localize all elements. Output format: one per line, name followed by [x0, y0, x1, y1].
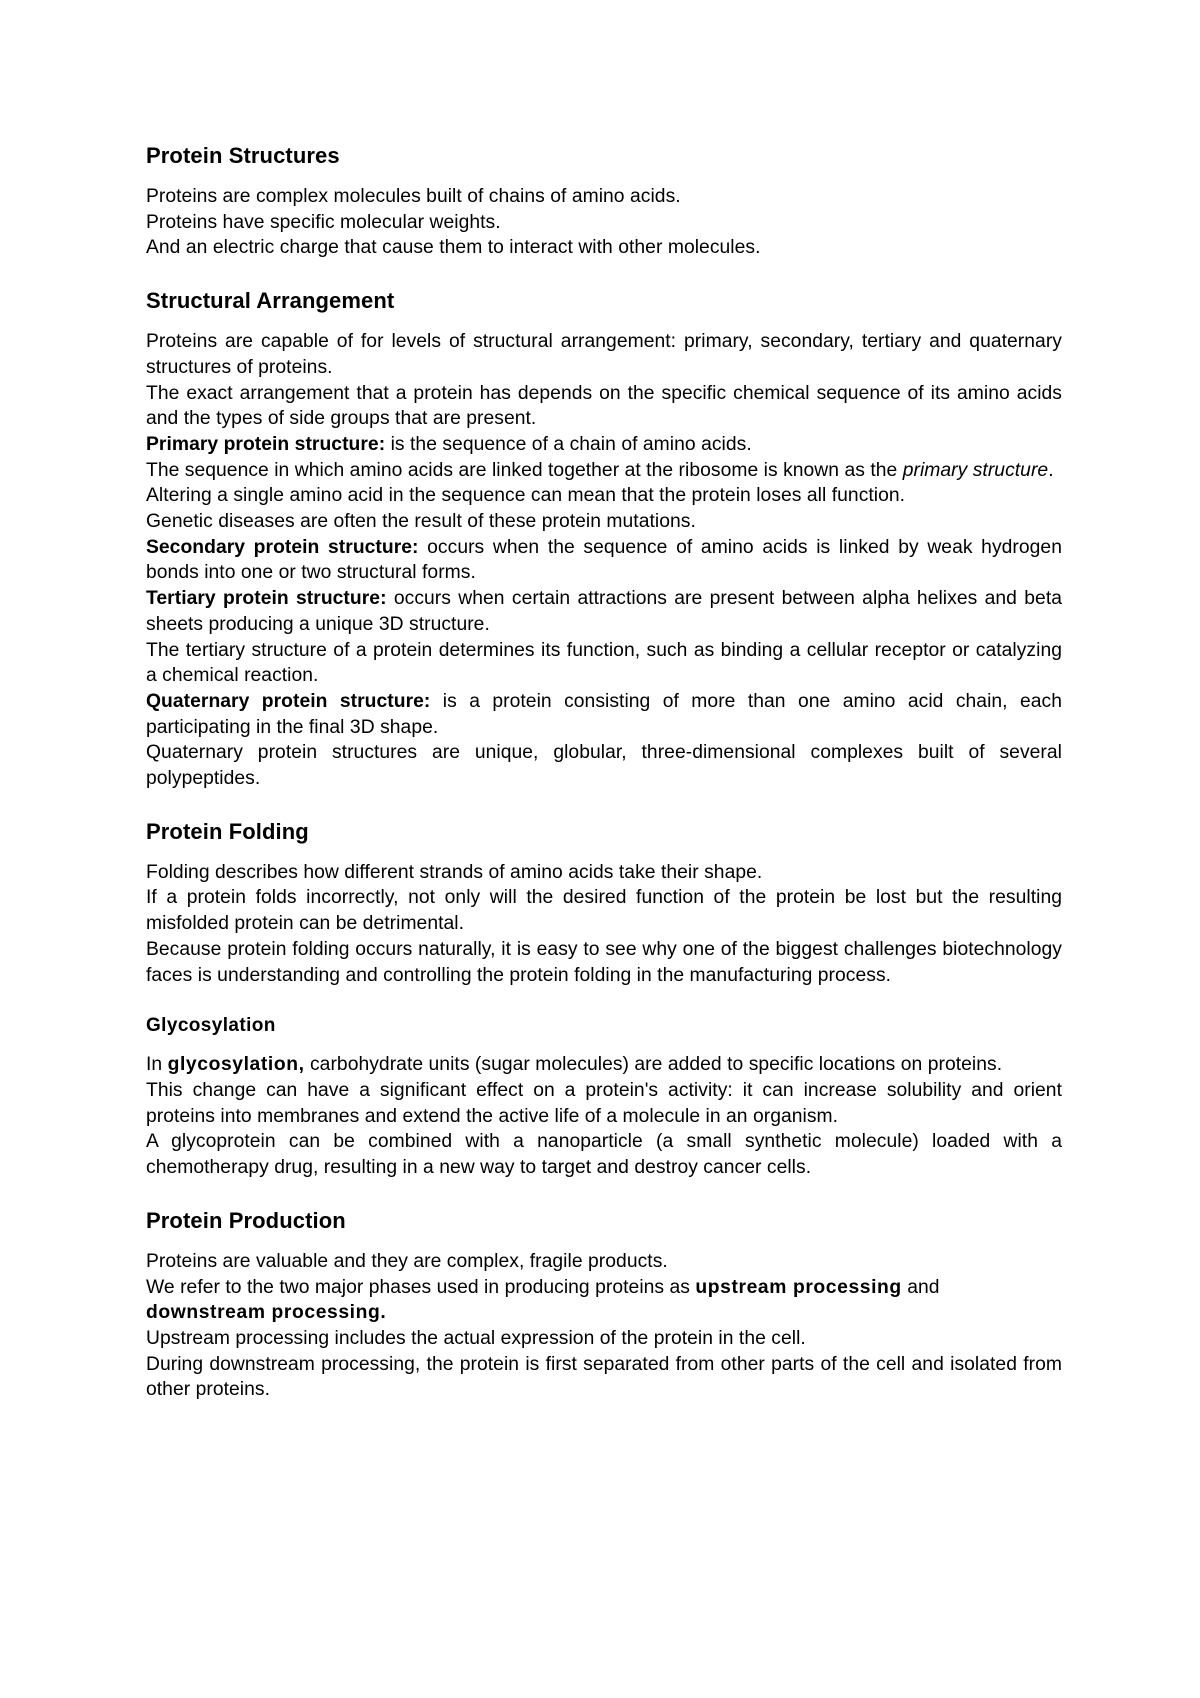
- paragraph-text: and: [901, 1276, 940, 1298]
- document-page: [146, 140, 1062, 1403]
- paragraph: Proteins are complex molecules built of chains of amino acids.: [146, 186, 681, 207]
- paragraph-quaternary-structure: [146, 689, 1062, 740]
- heading-protein-structures: Protein Structures: [146, 143, 340, 168]
- term-tertiary-protein-structure: Tertiary protein structure:: [146, 588, 387, 610]
- paragraph: Upstream processing includes the actual expression of the protein in the cell.: [146, 1327, 806, 1349]
- definition-text: is a protein consisting of more than one amino acid chain, each participating in the final 3D shape.: [146, 690, 1062, 738]
- punctuation: .: [1048, 459, 1054, 481]
- paragraph: Genetic diseases are often the result of these protein mutations.: [146, 511, 696, 533]
- heading-glycosylation: Glycosylation: [146, 1015, 276, 1037]
- paragraph: If a protein folds incorrectly, not only will the desired function of the protein be lost but the resulting misfolded protein can be detrimental.: [146, 887, 1062, 935]
- paragraph: During downstream processing, the protein is first separated from other parts of the cell and isolated from other proteins.: [146, 1353, 1062, 1401]
- paragraph-processing-phases: [146, 1275, 1062, 1326]
- term-glycosylation: glycosylation,: [167, 1054, 305, 1076]
- definition-text: occurs when certain attractions are present between alpha helixes and beta sheets producing a unique 3D structure.: [146, 588, 1062, 635]
- paragraph-tertiary-structure: [146, 586, 1062, 637]
- paragraph: Folding describes how different strands of amino acids take their shape.: [146, 861, 763, 883]
- paragraph-text: In: [146, 1054, 168, 1076]
- term-quaternary-protein-structure: Quaternary protein structure:: [146, 690, 431, 712]
- paragraph-text: We refer to the two major phases used in producing proteins as: [146, 1276, 696, 1298]
- paragraph-text: The sequence in which amino acids are linked together at the ribosome is known as the: [146, 459, 903, 481]
- paragraph-secondary-structure: [146, 535, 1062, 586]
- paragraph: [146, 458, 1062, 484]
- paragraph: Quaternary protein structures are unique, globular, three-dimensional complexes built of several polypeptides.: [146, 742, 1062, 790]
- paragraph: Altering a single amino acid in the sequence can mean that the protein loses all function.: [146, 485, 906, 507]
- heading-structural-arrangement: Structural Arrangement: [146, 288, 395, 314]
- term-primary-protein-structure: Primary protein structure:: [146, 433, 386, 455]
- term-primary-structure: primary structure: [902, 459, 1049, 481]
- paragraph-text: carbohydrate units (sugar molecules) are added to specific locations on proteins.: [304, 1054, 1003, 1076]
- paragraph: Because protein folding occurs naturally, it is easy to see why one of the biggest challenges biotechnology faces is understanding and controlling the protein folding in the manufacturing process.: [146, 938, 1062, 986]
- term-secondary-protein-structure: Secondary protein structure:: [146, 536, 419, 558]
- term-upstream-processing: upstream processing: [695, 1276, 902, 1298]
- paragraph: A glycoprotein can be combined with a nanoparticle (a small synthetic molecule) loaded with a chemotherapy drug, resulting in a new way to target and destroy cancer cells.: [146, 1131, 1062, 1179]
- definition-text: is the sequence of a chain of amino acids.: [385, 433, 752, 455]
- paragraph: Proteins are capable of for levels of structural arrangement: primary, secondary, tertiary and quaternary structures of proteins.: [146, 331, 1062, 378]
- definition-text: occurs when the sequence of amino acids is linked by weak hydrogen bonds into one or two structural forms.: [146, 536, 1062, 584]
- paragraph: Proteins have specific molecular weights.: [146, 211, 501, 233]
- heading-protein-production: Protein Production: [146, 1207, 346, 1233]
- paragraph-primary-structure: [146, 432, 1062, 458]
- paragraph-glycosylation: [146, 1052, 1062, 1078]
- paragraph: And an electric charge that cause them to interact with other molecules.: [146, 237, 761, 259]
- paragraph: Proteins are valuable and they are complex, fragile products.: [146, 1250, 668, 1272]
- paragraph: The tertiary structure of a protein determines its function, such as binding a cellular receptor or catalyzing a chemical reaction.: [146, 639, 1062, 687]
- term-downstream-processing: downstream processing.: [146, 1302, 387, 1324]
- paragraph: This change can have a significant effect on a protein's activity: it can increase solubility and orient proteins into membranes and extend the active life of a molecule in an organism.: [146, 1079, 1062, 1127]
- heading-protein-folding: Protein Folding: [146, 818, 309, 844]
- paragraph: The exact arrangement that a protein has depends on the specific chemical sequence of its amino acids and the types of side groups that are present.: [146, 382, 1062, 430]
